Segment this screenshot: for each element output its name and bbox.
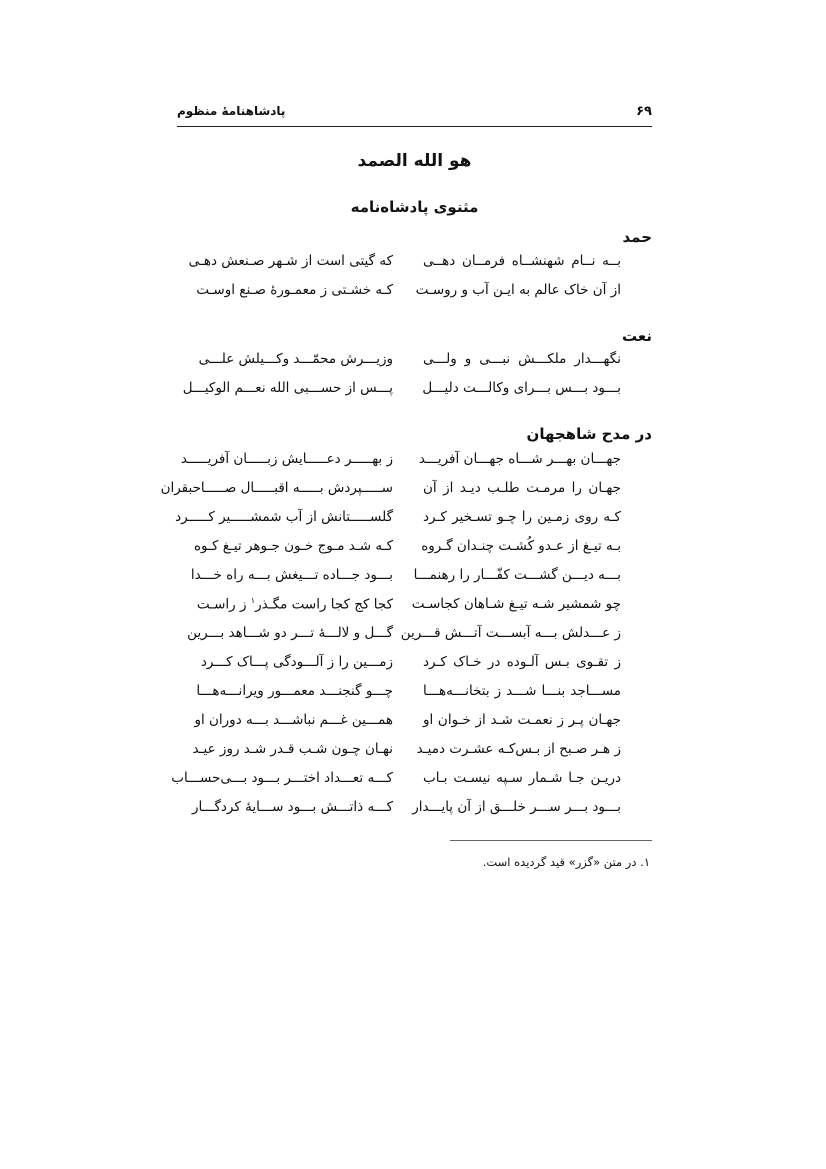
page-number: ۶۹ [636, 104, 652, 119]
section-heading-hamd: حمد [622, 228, 652, 246]
verse-line [0, 799, 826, 827]
verse-line [0, 683, 826, 711]
second-hemistich: کـــه ذاتـــش بـــود ســـایهٔ کردگـــار [192, 799, 393, 815]
first-hemistich: از آن خاک عالم به ایـن آب و روسـت [415, 282, 621, 298]
poem-title: مثنوی پادشاه‌نامه [350, 198, 479, 216]
invocation-title: هو الله الصمد [357, 151, 472, 171]
second-hemistich: نهـان چـون شـب قـدر شـد روز عیـد [192, 741, 393, 757]
first-hemistich: بـــه دیـــن گشـــت کفّـــار را رهنمـــا [413, 567, 621, 583]
second-hemistich: پـــس از حســـبی الله نعـــم الوکیـــل [182, 380, 393, 396]
verse-line [0, 509, 826, 537]
second-hemistich: بـــود جـــاده تـــیغش بـــه راه خـــدا [190, 567, 393, 583]
verse-line [0, 351, 826, 379]
verse-line [0, 282, 826, 310]
verse-line [0, 596, 826, 624]
second-hemistich: کـــه تعـــداد اختـــر بـــود بـــی‌حســـاب [171, 770, 393, 786]
verse-line [0, 380, 826, 408]
second-hemistich: چـــو گنجنـــد معمـــور ویرانـــه‌هـــا [196, 683, 393, 699]
second-hemistich: ز بهـــــر دعـــــایش زبـــــان آفریـــــد [180, 451, 393, 467]
verse-line [0, 451, 826, 479]
verse-line [0, 625, 826, 653]
verse-line [0, 253, 826, 281]
second-hemistich: کـه خشـتی ز معمـورهٔ صـنع اوسـت [196, 282, 393, 298]
verse-line [0, 654, 826, 682]
first-hemistich: بــه نــام شهنشــاه فرمــان دهــی [423, 253, 621, 269]
header-rule [177, 126, 652, 127]
first-hemistich: مســـاجد بنـــا شـــد ز بتخانـــه‌هـــا [423, 683, 621, 699]
second-hemistich: کـه شـد مـوج خـون جـوهر تیـغ کـوه [193, 538, 393, 554]
verse-line [0, 567, 826, 595]
second-hemistich: همـــین غـــم نباشـــد بـــه دوران او [194, 712, 393, 728]
verse-line [0, 538, 826, 566]
first-hemistich: بـــود بـــر ســـر خلـــق از آن پایـــدار [412, 799, 621, 815]
first-hemistich: بـه تیـغ از عـدو کُشـت چنـدان گـروه [421, 538, 621, 554]
first-hemistich: جهـــان بهـــر شـــاه جهـــان آفریـــد [418, 451, 621, 467]
first-hemistich: کـه روی زمـین را چـو تسـخیر کـرد [423, 509, 621, 525]
verse-line [0, 770, 826, 798]
footnote: ۱. در متن «گزر» قید گردیده است. [482, 855, 650, 869]
hemistich-text-a: کجا کج کجا راست مگـذر [255, 596, 393, 613]
first-hemistich: جهـان را مرمـت طلـب دیـد از آن [423, 480, 621, 496]
first-hemistich: دریـن جـا شـمار سـپه نیسـت بـاب [423, 770, 621, 786]
verse-line [0, 712, 826, 740]
second-hemistich: که گیتی است از شـهر صـنعش دهـی [188, 253, 393, 269]
hemistich-text-b: ز راسـت [196, 596, 251, 613]
section-heading-naat: نعت [622, 327, 652, 345]
second-hemistich: گلســـــتانش از آب شمشـــــیر کـــــرد [175, 509, 393, 525]
second-hemistich: وزیـــرش محمّـــد وکـــیلش علـــی [198, 351, 393, 367]
second-hemistich-with-footnote [196, 596, 393, 613]
first-hemistich: بـــود بـــس بـــرای وکالـــت دلیـــل [422, 380, 621, 396]
verse-line [0, 741, 826, 769]
second-hemistich: زمـــین را ز آلـــودگی پـــاک کـــرد [200, 654, 393, 670]
second-hemistich: ســـــپردش بـــــه اقبـــــال صـــــاحبقران [160, 480, 393, 496]
footnote-rule [450, 840, 652, 841]
running-title: پادشاهنامهٔ منظوم [177, 104, 286, 118]
first-hemistich: ز تقـوی بـس آلـوده در خـاک کـرد [423, 654, 621, 670]
section-heading-madh: در مدح شاهجهان [526, 425, 652, 443]
verse-line [0, 480, 826, 508]
first-hemistich: جهـان پـر ز نعمـت شـد از خـوان او [423, 712, 621, 728]
first-hemistich: چو شمشیر شـه تیـغ شـاهان کجاسـت [411, 596, 621, 612]
first-hemistich: نگهـــدار ملکـــش نبـــی و ولـــی [423, 351, 621, 367]
first-hemistich: ز هـر صـبح از بـس‌کـه عشـرت دمیـد [416, 741, 621, 757]
second-hemistich: گـــل و لالـــهٔ تـــر دو شـــاهد بـــرین [187, 625, 393, 641]
first-hemistich: ز عـــدلش بـــه آبســـت آتـــش قـــرین [400, 625, 621, 641]
footnote-marker: ۱ [250, 596, 256, 605]
